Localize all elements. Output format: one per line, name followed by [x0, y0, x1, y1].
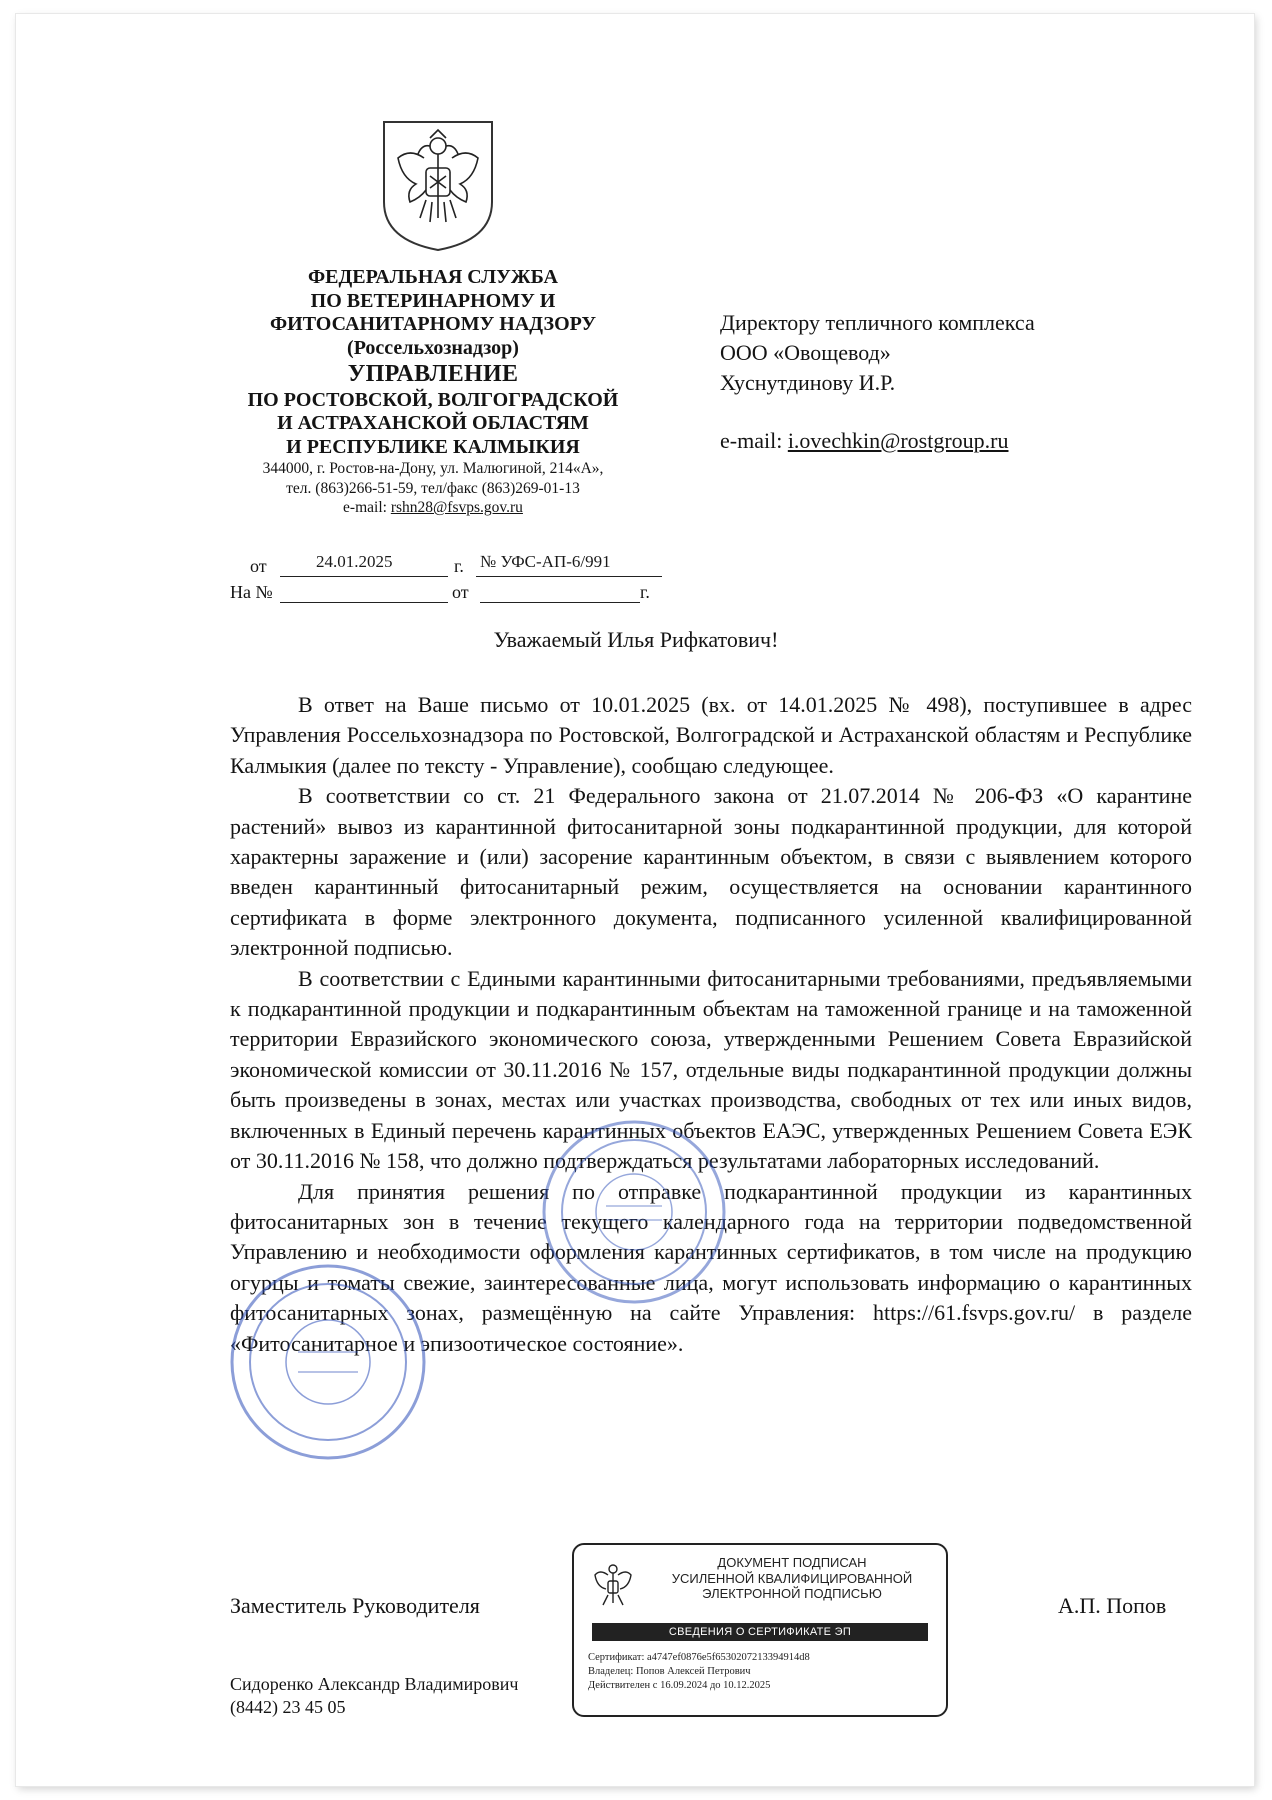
esign-cert-id: Сертификат: a4747ef0876e5f6530207213394914d8: [588, 1652, 810, 1663]
body-paragraph: В соответствии со ст. 21 Федерального закона от 21.07.2014 № 206-ФЗ «О карантине растений» вывоз из карантинной фитосанитарной зоны подкарантинной продукции, для которой характерны заражение и (или) засорение карантинным объектом, в связи с выявлением которого введен карантинный фитосанитарный режим, осуществляется на основании карантинного сертификата в форме электронного документа, подписанного усиленной квалифицированной электронной подписью.: [230, 783, 1192, 961]
body-paragraph: В соответствии с Едиными карантинными фитосанитарными требованиями, предъявляемыми к подкарантинной продукции и подкарантинным объектам на таможенной границе и на таможенной территории Евразийского экономического союза, утвержденными Решением Совета Евразийской экономической комиссии от 30.11.2016 № 157, отдельные виды подкарантинной продукции должны быть произведены в зонах, местах или участках производства, свободных от тех или иных видов, включенных в Единый перечень карантинных объектов ЕАЭС, утвержденных Решением Совета ЕЭК от 30.11.2016 № 158, что должно подтверждаться результатами лабораторных исследований.: [230, 965, 1192, 1174]
addressee-email-row: [720, 426, 1035, 456]
sender-email-link[interactable]: rshn28@fsvps.gov.ru: [390, 499, 523, 517]
signer-position: Заместитель Руководителя: [230, 1593, 480, 1618]
agency-short-name: (Россельхознадзор): [347, 336, 519, 359]
body-paragraph: Для принятия решения по отправке подкарантинной продукции из карантинных фитосанитарных зон в течение текущего календарного года на территории подведомственной Управлению и необходимости оформления карантинных сертификатов, в том числе на продукцию огурцы и томаты свежие, заинтересованные лица, могут использовать информацию о карантинных фитосанитарных зонах, размещённую на сайте Управления: https://61.fsvps.gov.ru/ в разделе «Фитосанитарное и эпизоотическое состояние».: [230, 1178, 1192, 1356]
addressee-email-link[interactable]: i.ovechkin@rostgroup.ru: [787, 427, 1009, 453]
emblem-icon: [592, 1559, 634, 1609]
executor-phone: (8442) 23 45 05: [230, 1697, 346, 1718]
greeting: Уважаемый Илья Рифкатович!: [493, 627, 779, 652]
esign-cert-bar: СВЕДЕНИЯ О СЕРТИФИКАТЕ ЭП: [592, 1623, 928, 1641]
esign-owner: Владелец: Попов Алексей Петрович: [588, 1666, 751, 1678]
addressee-line: ООО «Овощевод»: [720, 339, 891, 365]
round-stamp-icon: [228, 1262, 428, 1462]
department-line: ПО РОСТОВСКОЙ, ВОЛГОГРАДСКОЙ: [247, 388, 619, 411]
department-title: УПРАВЛЕНИЕ: [347, 361, 519, 388]
agency-name-line: ФЕДЕРАЛЬНАЯ СЛУЖБА: [308, 266, 558, 288]
esign-title-line: ДОКУМЕНТ ПОДПИСАН: [717, 1555, 867, 1570]
sender-email-row: [206, 498, 660, 517]
esign-title-line: ЭЛЕКТРОННОЙ ПОДПИСЬЮ: [702, 1586, 882, 1602]
year-label: г.: [454, 556, 464, 576]
esign-cert-info: [588, 1651, 810, 1694]
from-label: от: [250, 556, 267, 576]
sender-address: 344000, г. Ростов-на-Дону, ул. Малюгиной, 214«А»,: [262, 460, 604, 478]
agency-name-line: ПО ВЕТЕРИНАРНОМУ И: [310, 289, 556, 312]
agency-name-line: ФИТОСАНИТАРНОМУ НАДЗОРУ: [269, 313, 597, 336]
executor-name: Сидоренко Александр Владимирович: [230, 1674, 519, 1694]
department-line: И РЕСПУБЛИКЕ КАЛМЫКИЯ: [286, 435, 580, 458]
executor-block: [230, 1673, 518, 1720]
signer-name: А.П. Попов: [1058, 1593, 1167, 1618]
g-label: г.: [640, 582, 650, 602]
esign-title-line: УСИЛЕННОЙ КВАЛИФИЦИРОВАННОЙ: [671, 1570, 913, 1586]
round-stamp-icon: [540, 1118, 728, 1306]
esign-title: [644, 1555, 940, 1602]
ot-label: от: [452, 582, 469, 602]
outgoing-ref-row: [230, 552, 660, 580]
body-paragraph: В ответ на Ваше письмо от 10.01.2025 (вх. от 14.01.2025 № 498), поступившее в адрес Управления Россельхознадзора по Ростовской, Волгоградской и Астраханской областям и Республике Калмыкия (далее по тексту - Управление), сообщаю следующее.: [230, 692, 1192, 778]
addressee-line: Хуснутдинову И.Р.: [720, 369, 896, 395]
letter-date: 24.01.2025: [316, 552, 393, 571]
esign-validity: Действителен с 16.09.2024 до 10.12.2025: [588, 1680, 771, 1692]
coat-of-arms-icon: [380, 118, 496, 254]
addressee-line: Директору тепличного комплекса: [720, 310, 1035, 335]
sender-phone: тел. (863)266-51-59, тел/факс (863)269-01-13: [286, 479, 580, 497]
electronic-signature-stamp: [572, 1543, 948, 1717]
addressee-block: [720, 308, 1035, 456]
department-line: И АСТРАХАНСКОЙ ОБЛАСТЯМ: [277, 412, 589, 435]
sender-header: [206, 266, 660, 518]
email-label: e-mail:: [720, 427, 788, 453]
incoming-ref-row: [230, 582, 660, 606]
na-label: На №: [230, 582, 273, 602]
letter-number: № УФС-АП-6/991: [480, 552, 611, 571]
email-label: e-mail:: [343, 499, 391, 517]
